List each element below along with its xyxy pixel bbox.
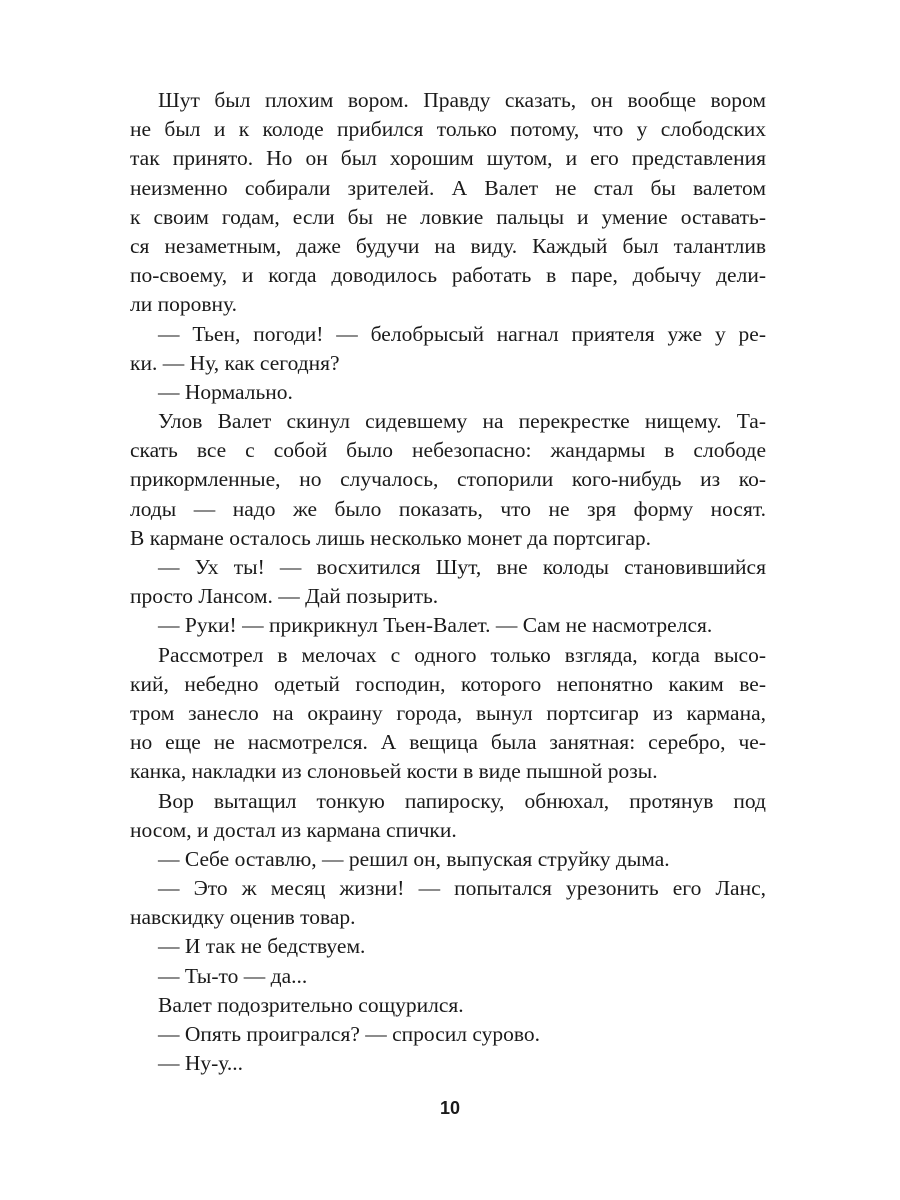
body-text	[130, 86, 766, 1078]
text-line: скать все с собой было небезопасно: жандармы в слободе	[130, 438, 766, 463]
text-line: — Ух ты! — восхитился Шут, вне колоды становившийся	[158, 555, 766, 579]
text-line: тром занесло на окраину города, вынул портсигар из кармана,	[130, 700, 766, 725]
text-line: Вор вытащил тонкую папироску, обнюхал, протянув под	[158, 788, 766, 813]
text-line: — Ну-у...	[158, 1051, 244, 1076]
text-line: ки. — Ну, как сегодня?	[130, 350, 340, 375]
text-line: просто Лансом. — Дай позырить.	[130, 584, 439, 609]
text-line: Шут был плохим вором. Правду сказать, он вообще вором	[158, 88, 766, 112]
text-line: канка, накладки из слоновьей кости в виде пышной розы.	[130, 759, 658, 784]
text-line: но еще не насмотрелся. А вещица была занятная: серебро, че-	[130, 730, 766, 755]
text-line: Валет подозрительно сощурился.	[158, 992, 464, 1017]
page-number: 10	[439, 1098, 461, 1118]
text-line: Рассмотрел в мелочах с одного только взгляда, когда высо-	[158, 642, 766, 667]
text-line: носом, и достал из кармана спички.	[130, 817, 457, 842]
text-line: — Это ж месяц жизни! — попытался урезонить его Ланс,	[158, 876, 766, 901]
text-line: ся незаметным, даже будучи на виду. Каждый был талантлив	[130, 233, 766, 258]
text-line: — Опять проигрался? — спросил сурово.	[158, 1022, 541, 1046]
text-line: к своим годам, если бы не ловкие пальцы и умение оставать-	[130, 204, 766, 229]
text-line: — Руки! — прикрикнул Тьен-Валет. — Сам не насмотрелся.	[158, 613, 713, 638]
text-line: так принято. Но он был хорошим шутом, и его представления	[130, 146, 766, 171]
text-line: неизменно собирали зрителей. А Валет не стал бы валетом	[130, 175, 766, 200]
text-line: В кармане осталось лишь несколько монет да портсигар.	[130, 525, 652, 550]
text-line: — Тьен, погоди! — белобрысый нагнал приятеля уже у ре-	[158, 321, 766, 346]
text-line: ли поровну.	[130, 292, 237, 317]
text-line: кий, небедно одетый господин, которого непонятно каким ве-	[130, 671, 766, 696]
text-line: прикормленные, но случалось, стопорили кого-нибудь из ко-	[130, 467, 766, 492]
text-line: лоды — надо же было показать, что не зря форму носят.	[130, 496, 766, 521]
text-line: — Нормально.	[158, 379, 293, 404]
text-line: — Себе оставлю, — решил он, выпуская струйку дыма.	[158, 846, 670, 871]
text-line: не был и к колоде прибился только потому, что у слободских	[130, 117, 766, 142]
text-line: по-своему, и когда доводилось работать в паре, добычу дели-	[130, 263, 766, 288]
text-line: Улов Валет скинул сидевшему на перекрестке нищему. Та-	[158, 409, 766, 434]
text-line: — И так не бедствуем.	[158, 934, 366, 959]
text-line: навскидку оценив товар.	[130, 905, 356, 930]
text-line: — Ты-то — да...	[158, 963, 308, 988]
